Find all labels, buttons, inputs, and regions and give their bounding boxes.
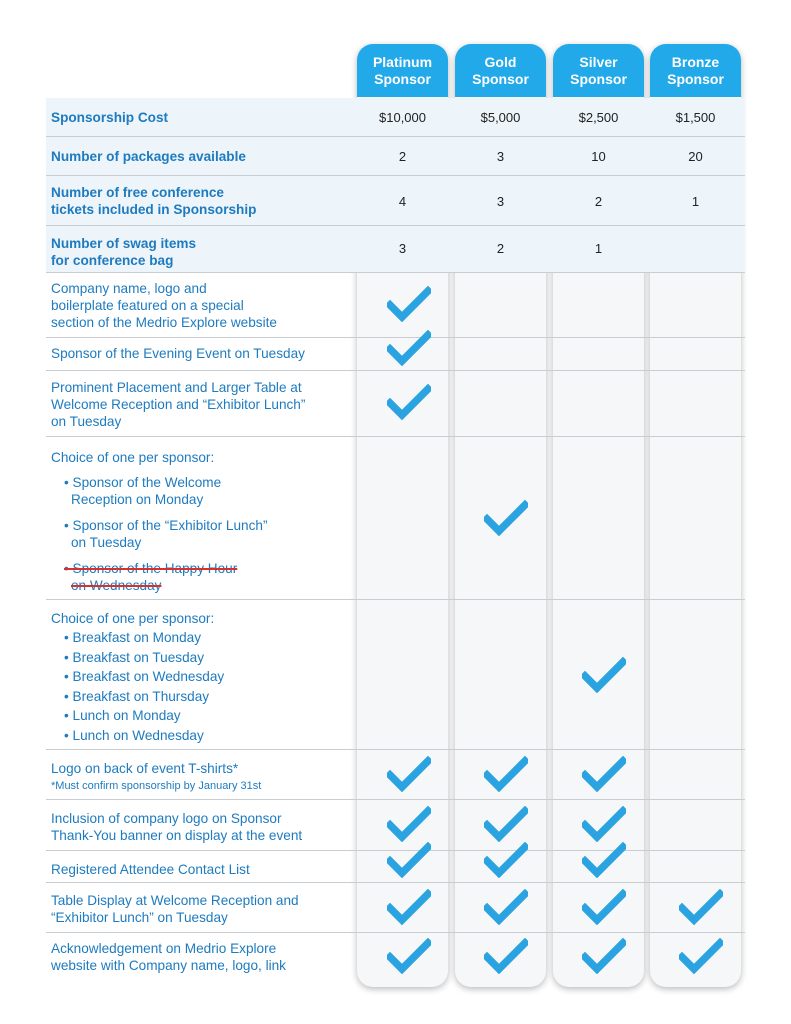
row-label-contacts: Registered Attendee Contact List [51,862,250,877]
row-label-tickets-line1: Number of free conference [51,185,224,200]
header-bronze [650,44,741,97]
checkmark-icon [387,756,431,792]
row-divider [46,136,745,137]
choice2-option: • Breakfast on Tuesday [64,650,205,665]
packages-bronze: 20 [688,149,703,164]
row-label-banner-line1: Inclusion of company logo on Sponsor [51,811,282,826]
checkmark-icon [387,889,431,925]
checkmark-icon [484,938,528,974]
choice1-option-happy-hour-line1: • Sponsor of the Happy Hour [64,561,238,576]
row-label-tickets [51,184,351,218]
row-label-placement-line3: on Tuesday [51,414,122,429]
choice1-option-exhibitor [64,517,354,551]
checkmark-icon [582,889,626,925]
row-divider [46,225,745,226]
row-label-banner-line2: Thank-You banner on display at the event [51,828,303,843]
checkmark-icon [582,938,626,974]
header-gold-line2: Sponsor [472,70,529,87]
row-label-tshirts [51,760,351,795]
checkmark-icon [387,938,431,974]
checkmark-icon [387,286,431,322]
checkmark-icon [387,842,431,878]
row-label-banner [51,810,351,844]
header-bronze-line2: Sponsor [667,70,724,87]
header-silver-line2: Sponsor [570,70,627,87]
row-divider [46,932,745,933]
choice2-heading: Choice of one per sponsor: [51,611,215,626]
checkmark-icon [484,756,528,792]
tickets-silver: 2 [594,194,603,209]
row-label-evening: Sponsor of the Evening Event on Tuesday [51,346,305,361]
cost-platinum: $10,000 [379,110,426,125]
choice2-option: • Lunch on Wednesday [64,728,204,743]
header-platinum-line2: Sponsor [374,70,431,87]
row-divider [46,749,745,750]
checkmark-icon [582,756,626,792]
row-label-table-line1: Table Display at Welcome Reception and [51,893,299,908]
checkmark-icon [387,330,431,366]
row-label-placement-line2: Welcome Reception and “Exhibitor Lunch” [51,397,306,412]
row-divider [46,370,745,371]
cost-bronze: $1,500 [675,110,716,125]
choice1-option-welcome-line2: Reception on Monday [71,492,204,507]
row-divider [46,799,745,800]
cost-silver: $2,500 [578,110,619,125]
header-platinum-line1: Platinum [372,53,433,70]
row-label-swag-line2: for conference bag [51,253,174,268]
row-divider [46,882,745,883]
swag-platinum: 3 [398,241,407,256]
packages-gold: 3 [496,149,505,164]
choice1-heading: Choice of one per sponsor: [51,450,215,465]
header-gold-line1: Gold [484,53,517,70]
tickets-gold: 3 [496,194,505,209]
row-label-ack [51,940,351,974]
row-label-ack-line1: Acknowledgement on Medrio Explore [51,941,277,956]
row-label-placement-line1: Prominent Placement and Larger Table at [51,380,302,395]
choice1-option-exhibitor-line2: on Tuesday [71,535,142,550]
choice2-option: • Breakfast on Wednesday [64,669,225,684]
header-bronze-line1: Bronze [671,53,720,70]
row-divider [46,599,745,600]
header-gold [455,44,546,97]
row-divider [46,175,745,176]
checkmark-icon [582,842,626,878]
row-divider [46,436,745,437]
header-silver [553,44,644,97]
row-label-placement [51,379,351,430]
checkmark-icon [387,806,431,842]
checkmark-icon [387,384,431,420]
checkmark-icon [484,806,528,842]
row-label-cost: Sponsorship Cost [51,110,169,125]
tickets-platinum: 4 [398,194,407,209]
choice1-option-welcome-line1: • Sponsor of the Welcome [64,475,222,490]
row-label-website-line3: section of the Medrio Explore website [51,315,277,330]
tickets-bronze: 1 [691,194,700,209]
row-label-tshirts-main: Logo on back of event T-shirts* [51,761,239,776]
choice1-option-exhibitor-line1: • Sponsor of the “Exhibitor Lunch” [64,518,268,533]
choice1-option-happy-hour-line2: on Wednesday [71,578,162,593]
row-label-website-line1: Company name, logo and [51,281,207,296]
row-label-website-line2: boilerplate featured on a special [51,298,244,313]
row-label-ack-line2: website with Company name, logo, link [51,958,286,973]
choice2-option: • Breakfast on Monday [64,630,201,645]
swag-gold: 2 [496,241,505,256]
row-label-swag [51,235,351,269]
row-label-packages: Number of packages available [51,149,246,164]
row-label-table [51,892,351,926]
choice2-option: • Lunch on Monday [64,708,181,723]
choice1-option-welcome [64,474,354,508]
checkmark-icon [484,842,528,878]
checkmark-icon [582,657,626,693]
choice2-option: • Breakfast on Thursday [64,689,210,704]
packages-silver: 10 [591,149,606,164]
checkmark-icon [679,889,723,925]
checkmark-icon [582,806,626,842]
choice1-option-happy-hour [64,560,354,594]
row-label-table-line2: “Exhibitor Lunch” on Tuesday [51,910,228,925]
checkmark-icon [484,889,528,925]
row-label-swag-line1: Number of swag items [51,236,197,251]
row-label-tshirts-note: *Must confirm sponsorship by January 31st [51,780,262,792]
packages-platinum: 2 [398,149,407,164]
row-label-tickets-line2: tickets included in Sponsorship [51,202,257,217]
checkmark-icon [484,500,528,536]
checkmark-icon [679,938,723,974]
row-divider [46,272,745,273]
swag-silver: 1 [594,241,603,256]
header-silver-line1: Silver [579,53,618,70]
cost-gold: $5,000 [480,110,521,125]
row-label-website [51,280,351,331]
header-platinum [357,44,448,97]
